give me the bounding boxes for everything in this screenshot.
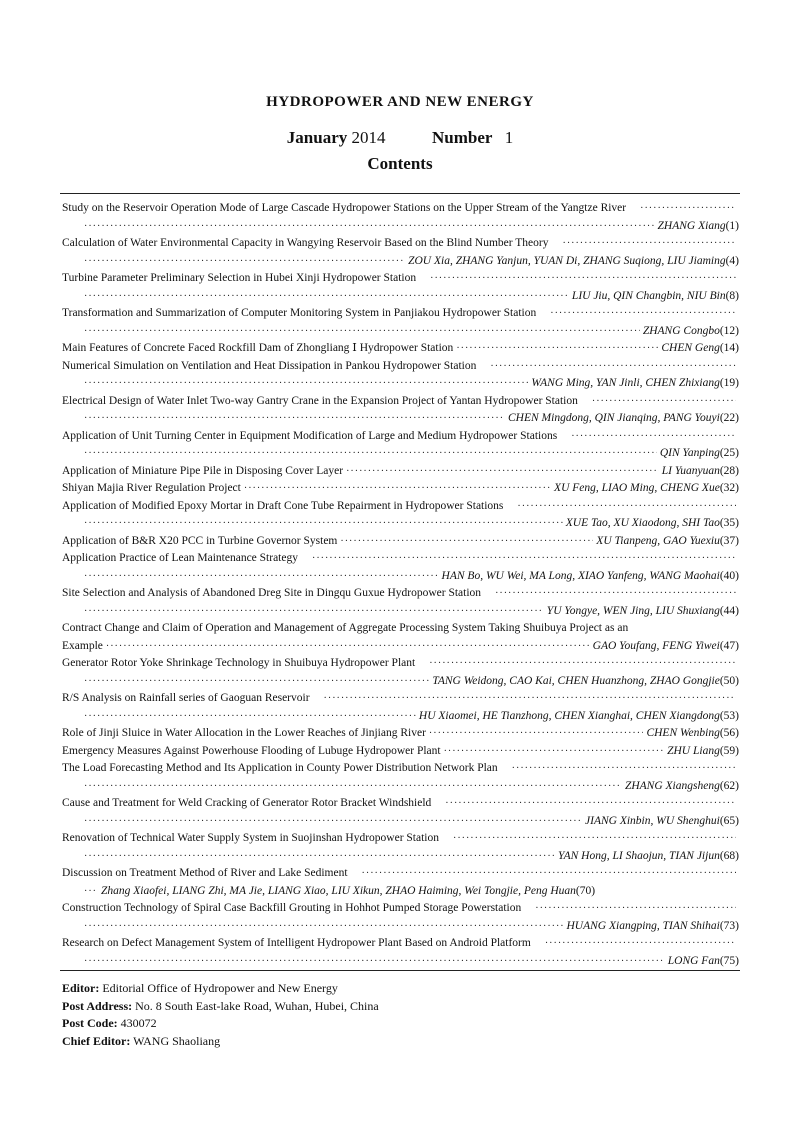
leader-dots [640, 200, 736, 218]
leader-dots [550, 305, 736, 323]
toc-entry [62, 830, 739, 865]
toc-entry [62, 585, 739, 620]
toc-line [62, 708, 739, 726]
leader-dots [362, 865, 736, 883]
entry-authors: ZHANG Xiang [657, 219, 726, 232]
toc-line [62, 690, 739, 708]
leader-dots [244, 480, 551, 498]
toc-line [62, 883, 739, 901]
toc-line [62, 743, 739, 761]
entry-authors: GAO Youfang, FENG Yiwei [592, 639, 720, 652]
toc-line [62, 533, 739, 551]
toc-line [62, 568, 739, 586]
leader-dots [545, 935, 736, 953]
entry-title-cont: Example [62, 639, 103, 652]
toc-entry [62, 655, 739, 690]
toc-entry [62, 200, 739, 235]
entry-page: (75) [719, 954, 739, 967]
toc-entry [62, 305, 739, 340]
chief-editor-row [62, 1033, 379, 1051]
leader-dots [84, 813, 582, 831]
entry-page: (40) [719, 569, 739, 582]
leader-dots [84, 603, 544, 621]
toc-line [62, 445, 739, 463]
toc-line [62, 515, 739, 533]
entry-title: Calculation of Water Environmental Capacity in Wangying Reservoir Based on the Blind Number Theory [62, 237, 549, 249]
post-code-label: Post Code: [62, 1016, 118, 1030]
leader-dots [517, 498, 736, 516]
leader-dots [84, 953, 665, 971]
issue-month: January [286, 128, 348, 147]
leader-dots [84, 253, 405, 271]
entry-authors: CHEN Wenbing [646, 727, 720, 739]
leader-dots [324, 690, 736, 708]
toc-entry [62, 900, 739, 935]
toc-entry [62, 935, 739, 970]
leader-dots [445, 795, 736, 813]
chief-editor-label: Chief Editor: [62, 1033, 131, 1048]
leader-dots [571, 428, 736, 446]
entry-page: (22) [719, 412, 739, 424]
toc-line [62, 655, 739, 673]
entry-authors: YAN Hong, LI Shaojun, TIAN Jijun [558, 849, 720, 862]
leader-dots [495, 585, 736, 603]
entry-authors: QIN Yanping [659, 447, 720, 459]
contents-list [62, 200, 739, 970]
entry-page: (37) [719, 534, 739, 547]
entry-title: R/S Analysis on Rainfall series of Gaoguan Reservoir [62, 692, 310, 704]
editor-row [62, 980, 379, 998]
leader-dots [444, 743, 665, 761]
entry-title: Site Selection and Analysis of Abandoned Dreg Site in Dingqu Guxue Hydropower Station [62, 587, 482, 599]
entry-authors: ZHANG Congbo [642, 324, 720, 337]
toc-entry [62, 393, 739, 428]
entry-authors: XU Tianpeng, GAO Yuexiu [596, 534, 720, 547]
post-code-value: 430072 [120, 1016, 157, 1030]
toc-line [62, 480, 739, 498]
toc-line [62, 463, 739, 481]
toc-line [62, 410, 739, 428]
toc-entry [62, 725, 739, 743]
toc-line [62, 603, 739, 621]
entry-page: (70) [575, 884, 596, 897]
toc-line [62, 620, 739, 638]
leader-dots [106, 638, 590, 656]
toc-entry [62, 550, 739, 585]
entry-page: (44) [719, 604, 739, 617]
toc-entry [62, 498, 739, 533]
editor-label: Editor: [62, 981, 100, 995]
leader-dots [429, 655, 736, 673]
entry-title: Application of B&R X20 PCC in Turbine Governor System [62, 534, 338, 547]
leader-dots [340, 533, 593, 551]
toc-line [62, 585, 739, 603]
issue-number-label: Number [432, 128, 493, 147]
entry-authors: CHEN Geng [661, 342, 720, 354]
toc-line [62, 865, 739, 883]
address-value: No. 8 South East-lake Road, Wuhan, Hubei, China [135, 998, 379, 1013]
leader-dots [490, 358, 736, 376]
leader-dots [84, 848, 555, 866]
toc-entry [62, 340, 739, 358]
toc-line [62, 848, 739, 866]
top-divider [60, 193, 740, 194]
toc-line [62, 340, 739, 358]
toc-entry [62, 760, 739, 795]
leader-dots [430, 270, 736, 288]
entry-authors: XUE Tao, XU Xiaodong, SHI Tao [565, 517, 720, 529]
entry-title: Role of Jinji Sluice in Water Allocation in the Lower Reaches of Jinjiang River [62, 727, 426, 739]
entry-page: (35) [719, 517, 739, 529]
entry-title: Turbine Parameter Preliminary Selection in Hubei Xinji Hydropower Station [62, 272, 417, 284]
leader-dots [535, 900, 736, 918]
entry-page: (47) [719, 639, 739, 652]
toc-line [62, 953, 739, 971]
leader-dots [429, 725, 644, 743]
leader-dots [84, 778, 622, 796]
address-row [62, 998, 379, 1016]
leader-dots [456, 340, 658, 358]
entry-title: Application of Miniature Pipe Pile in Disposing Cover Layer [62, 464, 344, 477]
toc-line [62, 218, 739, 236]
leader-dots [84, 918, 563, 936]
toc-line [62, 900, 739, 918]
entry-page: (68) [719, 849, 739, 862]
toc-entry [62, 480, 739, 498]
entry-authors: Zhang Xiaofei, LIANG Zhi, MA Jie, LIANG Xiao, LIU Xikun, ZHAO Haiming, Wei Tongjie, Peng Huan [101, 884, 576, 897]
entry-page: (25) [719, 447, 739, 459]
leader-dots [84, 708, 416, 726]
toc-line [62, 393, 739, 411]
toc-line [62, 638, 739, 656]
leader-dots [84, 673, 429, 691]
toc-entry [62, 690, 739, 725]
entry-title: Construction Technology of Spiral Case Backfill Grouting in Hohhot Pumped Storage Powerstation [62, 902, 522, 914]
toc-line [62, 305, 739, 323]
toc-entry [62, 533, 739, 551]
entry-title: Electrical Design of Water Inlet Two-way Gantry Crane in the Expansion Project of Yantan Hydropower Station [62, 394, 578, 407]
toc-line [62, 323, 739, 341]
toc-entry [62, 865, 739, 900]
entry-title: Main Features of Concrete Faced Rockfill Dam of Zhongliang Ⅰ Hydropower Station [62, 342, 454, 354]
toc-entry [62, 795, 739, 830]
entry-title: Application of Modified Epoxy Mortar in Draft Cone Tube Repairment in Hydropower Stations [62, 499, 504, 512]
leader-dots [562, 235, 736, 253]
toc-entry [62, 620, 739, 655]
toc-line [62, 725, 739, 743]
entry-title: Cause and Treatment for Weld Cracking of Generator Rotor Bracket Windshield [62, 797, 432, 809]
post-code-row [62, 1015, 379, 1033]
entry-page: (4) [725, 254, 739, 267]
entry-title: Application of Unit Turning Center in Equipment Modification of Large and Medium Hydropower Stations [62, 429, 558, 442]
entry-page: (1) [725, 219, 739, 232]
bottom-divider [60, 970, 740, 971]
toc-entry [62, 428, 739, 463]
toc-line [62, 813, 739, 831]
leader-dots [592, 393, 736, 411]
editorial-info [62, 980, 379, 1050]
entry-title: Numerical Simulation on Ventilation and Heat Dissipation in Pankou Hydropower Station [62, 359, 477, 372]
entry-authors: LI Yuanyuan [661, 464, 720, 477]
entry-authors: HU Xiaomei, HE Tianzhong, CHEN Xianghai, CHEN Xiangdong [418, 709, 720, 722]
toc-line [62, 358, 739, 376]
entry-title: The Load Forecasting Method and Its Application in County Power Distribution Network Plan [62, 762, 498, 774]
entry-authors: LONG Fan [667, 954, 720, 967]
entry-authors: HUANG Xiangping, TIAN Shihai [566, 919, 720, 932]
address-label: Post Address: [62, 998, 133, 1013]
journal-title: HYDROPOWER AND NEW ENERGY [266, 94, 534, 110]
entry-page: (8) [725, 289, 739, 302]
issue-line [0, 128, 800, 148]
entry-page: (73) [719, 919, 739, 932]
toc-entry [62, 235, 739, 270]
leader-dots [84, 515, 563, 533]
entry-page: (32) [719, 482, 739, 494]
toc-line [62, 200, 739, 218]
entry-page: (50) [719, 674, 739, 687]
toc-line [62, 550, 739, 568]
toc-line [62, 270, 739, 288]
issue-year: 2014 [351, 128, 386, 147]
leader-dots [84, 883, 98, 901]
entry-title: Application Practice of Lean Maintenance Strategy [62, 552, 298, 564]
leader-dots [453, 830, 736, 848]
entry-page: (62) [719, 779, 739, 792]
toc-line [62, 760, 739, 778]
entry-title: Contract Change and Claim of Operation and Management of Aggregate Processing System Taking Shuibuya Project as an [62, 622, 629, 634]
toc-line [62, 253, 739, 271]
entry-page: (56) [719, 727, 739, 739]
entry-authors: WANG Ming, YAN Jinli, CHEN Zhixiang [531, 377, 720, 389]
chief-editor-value: WANG Shaoliang [133, 1033, 221, 1048]
entry-title: Generator Rotor Yoke Shrinkage Technology in Shuibuya Hydropower Plant [62, 657, 416, 669]
leader-dots [346, 463, 659, 481]
toc-line [62, 795, 739, 813]
toc-line [62, 375, 739, 393]
entry-authors: TANG Weidong, CAO Kai, CHEN Huanzhong, ZHAO Gongjie [432, 674, 720, 687]
leader-dots [84, 323, 640, 341]
editor-value: Editorial Office of Hydropower and New Energy [102, 981, 338, 995]
entry-title: Renovation of Technical Water Supply System in Suojinshan Hydropower Station [62, 832, 439, 844]
entry-page: (12) [719, 324, 739, 337]
leader-dots [84, 568, 439, 586]
entry-authors: HAN Bo, WU Wei, MA Long, XIAO Yanfeng, WANG Maohai [441, 569, 720, 582]
toc-line [62, 235, 739, 253]
entry-authors: LIU Jiu, QIN Changbin, NIU Bin [571, 289, 726, 302]
entry-page: (53) [719, 709, 739, 722]
entry-title: Emergency Measures Against Powerhouse Flooding of Lubuge Hydropower Plant [62, 744, 441, 757]
entry-page: (59) [719, 744, 739, 757]
leader-dots [512, 760, 736, 778]
toc-entry [62, 358, 739, 393]
entry-title: Research on Defect Management System of Intelligent Hydropower Plant Based on Android Platform [62, 937, 531, 949]
leader-dots [84, 218, 655, 236]
toc-line [62, 830, 739, 848]
entry-authors: CHEN Mingdong, QIN Jianqing, PANG Youyi [508, 412, 720, 424]
entry-page: (28) [719, 464, 739, 477]
issue-number: 1 [504, 128, 514, 147]
toc-line [62, 428, 739, 446]
entry-title: Discussion on Treatment Method of River and Lake Sediment [62, 867, 348, 879]
toc-line [62, 935, 739, 953]
leader-dots [84, 445, 657, 463]
entry-authors: JIANG Xinbin, WU Shenghui [585, 814, 720, 827]
toc-line [62, 778, 739, 796]
entry-authors: ZHU Liang [667, 744, 720, 757]
toc-entry [62, 270, 739, 305]
leader-dots [84, 288, 569, 306]
toc-entry [62, 743, 739, 761]
toc-line [62, 673, 739, 691]
toc-line [62, 288, 739, 306]
contents-heading: Contents [367, 154, 433, 173]
leader-dots [84, 410, 505, 428]
leader-dots [312, 550, 736, 568]
toc-line [62, 498, 739, 516]
entry-authors: YU Yongye, WEN Jing, LIU Shuxiang [546, 604, 720, 617]
entry-page: (65) [719, 814, 739, 827]
toc-line [62, 918, 739, 936]
entry-page: (14) [719, 342, 739, 354]
entry-page: (19) [719, 377, 739, 389]
entry-title: Transformation and Summarization of Computer Monitoring System in Panjiakou Hydropower Station [62, 307, 537, 319]
entry-title: Shiyan Majia River Regulation Project [62, 482, 241, 494]
entry-authors: XU Feng, LIAO Ming, CHENG Xue [554, 482, 720, 494]
entry-authors: ZHANG Xiangsheng [624, 779, 720, 792]
leader-dots [84, 375, 528, 393]
toc-entry [62, 463, 739, 481]
entry-title: Study on the Reservoir Operation Mode of Large Cascade Hydropower Stations on the Upper Stream of the Yangtze River [62, 202, 627, 214]
entry-authors: ZOU Xia, ZHANG Yanjun, YUAN Di, ZHANG Suqiong, LIU Jiaming [408, 254, 726, 267]
